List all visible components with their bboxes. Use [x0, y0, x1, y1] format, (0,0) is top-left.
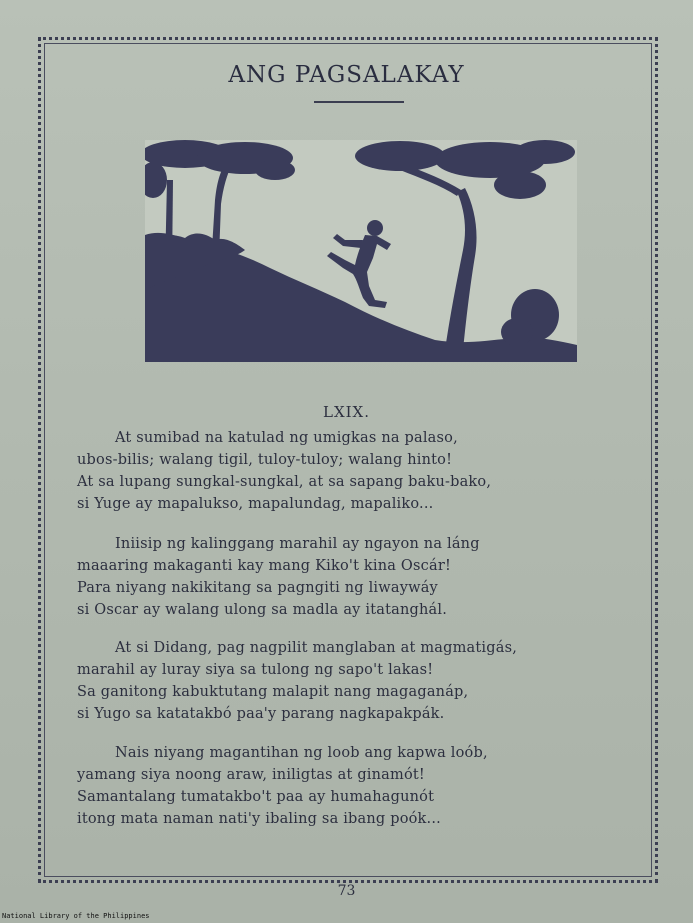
- stanza-1: [77, 427, 597, 515]
- title-underline: [314, 101, 404, 103]
- verse-line: Samantalang tumatakbo't paa ay humahagunót: [77, 789, 435, 805]
- verse-line: Para niyang nakikitang sa pagngiti ng liwaywáy: [77, 580, 438, 596]
- library-credit: National Library of the Philippines: [2, 912, 150, 920]
- verse-line: si Oscar ay walang ulong sa madla ay itatanghál.: [77, 602, 448, 618]
- page-title: ANG PAGSALAKAY: [228, 62, 465, 88]
- stanza-4: [77, 742, 597, 830]
- verse-line: Nais niyang magantihan ng loob ang kapwa loób,: [115, 745, 488, 761]
- verse-line: Iniisip ng kalinggang marahil ay ngayon na láng: [115, 536, 480, 552]
- verse-line: At si Didang, pag nagpilit manglaban at magmatigás,: [115, 640, 518, 656]
- verse-line: ubos-bilis; walang tigil, tuloy-tuloy; walang hinto!: [77, 452, 453, 468]
- stanza-2: [77, 533, 597, 621]
- verse-line: itong mata naman nati'y ibaling sa ibang poók...: [77, 811, 441, 827]
- verse-line: si Yuge ay mapalukso, mapalundag, mapaliko...: [77, 496, 434, 512]
- verse-line: At sumibad na katulad ng umigkas na palaso,: [115, 430, 458, 446]
- stanza-3: [77, 637, 597, 725]
- verse-line: Sa ganitong kabuktutang malapit nang magaganáp,: [77, 684, 469, 700]
- verse-line: yamang siya noong araw, iniligtas at ginamót!: [77, 767, 425, 783]
- chapter-number: LXIX.: [322, 403, 370, 421]
- running-man-illustration: [145, 140, 577, 362]
- page-number: 73: [337, 883, 356, 899]
- verse-line: At sa lupang sungkal-sungkal, at sa sapang baku-bako,: [77, 474, 492, 490]
- verse-line: si Yugo sa katatakbó paa'y parang nagkapakpák.: [77, 706, 445, 722]
- verse-line: marahil ay luray siya sa tulong ng sapo't lakas!: [77, 662, 434, 678]
- verse-line: maaaring makaganti kay mang Kiko't kina Oscár!: [77, 558, 451, 574]
- silhouette-image: [145, 140, 577, 362]
